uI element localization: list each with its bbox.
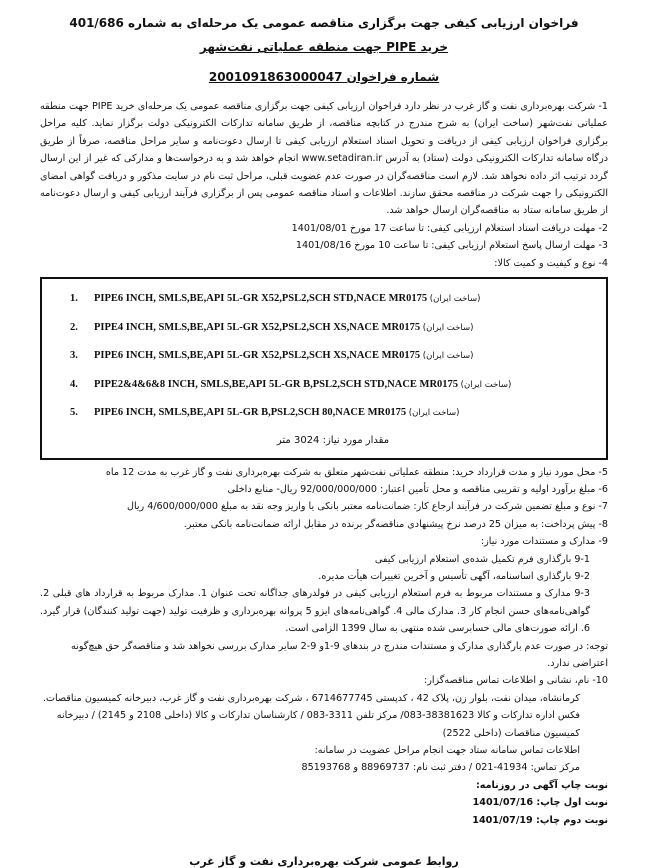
contact-phones: فکس اداره تدارکات و کالا 38381623-083/ مرکز تلفن 3311-083 / کارشناسان تدارکات و کالا (داخلی 2108 و 2145) / دبیرخانه کمیسیون مناقصات (داخلی 2522) [56, 710, 580, 739]
intro-paragraph: 1- شرکت بهره‌برداری نفت و گاز غرب در نظر دارد فراخوان ارزیابی کیفی جهت برگزاری مناقصه عمومی یک مرحله‌ای خرید PIPE جهت منطقه عملیاتی نفت‌شهر (ساخت ایران) به شرح مندرج در کتابچه مناقصه، از طریق سامانه تدارکات الکترونیکی دولت برگزار نماید. کلیه مراحل برگزاری فراخوان ارزیابی کیفی از دریافت و تحویل اسناد استعلام ارزیابی کیفی تا ارسال دعوت‌نامه و سایر مراحل مناقصه، صرفاً از طریق درگاه سامانه تدارکات الکترونیکی دولت (ستاد) به آدرس www.setadiran.ir انجام خواهد شد و به درخواست‌ها و مدارکی که غیر از این ارسال گردد ترتیب اثر داده نخواهد شد. لازم است مناقصه‌گران در صورت عدم عضویت قبلی، مراحل ثبت نام در سایت مذکور و دریافت گواهی امضای الکترونیکی را جهت شرکت در مناقصه محقق سازند. اطلاعات و اسناد مناقصه عمومی پس از برگزاری فرآیند ارزیابی کیفی و ارسال دعوت‌نامه از طریق سامانه ستاد به مناقصه‌گران ارسال خواهد شد. [40, 101, 608, 217]
goods-quantity: مقدار مورد نیاز: 3024 متر [276, 434, 390, 446]
publication-first: نوبت اول چاپ: 1401/07/16 [472, 797, 608, 809]
clause-8: 8- پیش پرداخت: به میزان 25 درصد نرخ پیشنهادی مناقصه‌گر برنده در مقابل ارائه ضمانت‌نامه بانکی معتبر. [183, 518, 608, 530]
document-9-3: 9-3 مدارک و مستندات مربوط به فرم استعلام ارزیابی کیفی در فولدرهای جداگانه تحت عنوان 1. مدارک مربوط به قرارداد های قبلی 2. گواهی‌نامه‌های حسن انجام کار 3. مدارک مالی 4. گواهی‌نامه‌های ایزو 5 پروانه بهره‌برداری و ظرفیت تولید (جهت تولید کنندگان) قرار گیرد. 6. ارائه صورت‌های مالی حسابرسی شده منتهی به سال 1399 الزامی است. [40, 588, 590, 635]
tender-notice [40, 12, 608, 868]
clause-6: 6- مبلغ برآورد اولیه و تقریبی مناقصه و محل تأمین اعتبار: 92/000/000/000 ریال- منابع داخلی [227, 483, 608, 495]
publication-second: نوبت دوم چاپ: 1401/07/19 [472, 814, 608, 826]
goods-item: 2. PIPE4 INCH, SMLS,BE,API 5L-GR X52,PSL2,SCH XS,NACE MR0175 (ساخت ایران) [70, 321, 474, 333]
call-number: شماره فراخوان 2001091863000047 [208, 70, 440, 84]
goods-heading: 4- نوع و کیفیت و کمیت کالا: [494, 257, 608, 269]
publication-heading: نوبت چاپ آگهی در روزنامه: [475, 779, 608, 791]
notice-subtitle: خرید PIPE جهت منطقه عملیاتی نفت‌شهر [199, 40, 449, 54]
clause-9: 9- مدارک و مستندات مورد نیاز: [480, 536, 608, 548]
contact-address: کرمانشاه، میدان نفت، بلوار زن، پلاک 42 ، کدپستی 6714677745 ، شرکت بهره‌برداری نفت و گاز غرب، دبیرخانه کمیسیون مناقصات. [42, 692, 580, 704]
clause-7: 7- نوع و مبلغ تضمین شرکت در فرآیند ارجاع کار: ضمانت‌نامه معتبر بانکی یا واریز وجه نقد به مبلغ 4/600/000/000 ریال [126, 501, 608, 513]
setad-phones: مرکز تماس: 41934-021 / دفتر ثبت نام: 88969737 و 85193768 [301, 762, 580, 774]
deadline-submit: 3- مهلت ارسال پاسخ استعلام ارزیابی کیفی: تا ساعت 10 مورخ 1401/08/16 [295, 240, 608, 252]
clause-5: 5- محل مورد نیاز و مدت قرارداد خرید: منطقه عملیاتی نفت‌شهر متعلق به شرکت بهره‌برداری نفت و گاز غرب به مدت 12 ماه [105, 466, 608, 478]
footer-signature: روابط عمومی شرکت بهره‌برداری نفت و گاز غرب [189, 855, 459, 868]
note: توجه: در صورت عدم بارگذاری مدارک و مستندات مندرج در بندهای 9-1و 9-2 سایر مدارک بررسی نخواهد شد و مناقصه‌گر حق هیچ‌گونه اعتراضی ندارد. [71, 640, 608, 670]
goods-item: 3. PIPE6 INCH, SMLS,BE,API 5L-GR X52,PSL2,SCH XS,NACE MR0175 (ساخت ایران) [70, 350, 474, 362]
goods-item: 1. PIPE6 INCH, SMLS,BE,API 5L-GR X52,PSL2,SCH STD,NACE MR0175 (ساخت ایران) [70, 293, 481, 305]
goods-item: 4. PIPE2&4&6&8 INCH, SMLS,BE,API 5L-GR B,PSL2,SCH STD,NACE MR0175 (ساخت ایران) [70, 378, 512, 390]
notice-title: فراخوان ارزیابی کیفی جهت برگزاری مناقصه عمومی یک مرحله‌ای به شماره 401/686 [69, 16, 579, 30]
document-9-1: 9-1 بارگذاری فرم تکمیل شده‌ی استعلام ارزیابی کیفی [374, 553, 590, 565]
setad-info: اطلاعات تماس سامانه ستاد جهت انجام مراحل عضویت در سامانه: [314, 745, 580, 757]
document-9-2: 9-2 بارگذاری اساسنامه، آگهی تأسیس و آخرین تغییرات هیأت مدیره. [318, 571, 590, 582]
deadline-receive: 2- مهلت دریافت اسناد استعلام ارزیابی کیفی: تا ساعت 17 مورخ 1401/08/01 [291, 222, 608, 234]
contact-heading: 10- نام، نشانی و اطلاعات تماس مناقصه‌گزار: [423, 675, 608, 687]
goods-box [40, 277, 608, 460]
goods-item: 5. PIPE6 INCH, SMLS,BE,API 5L-GR B,PSL2,SCH 80,NACE MR0175 (ساخت ایران) [70, 407, 460, 419]
